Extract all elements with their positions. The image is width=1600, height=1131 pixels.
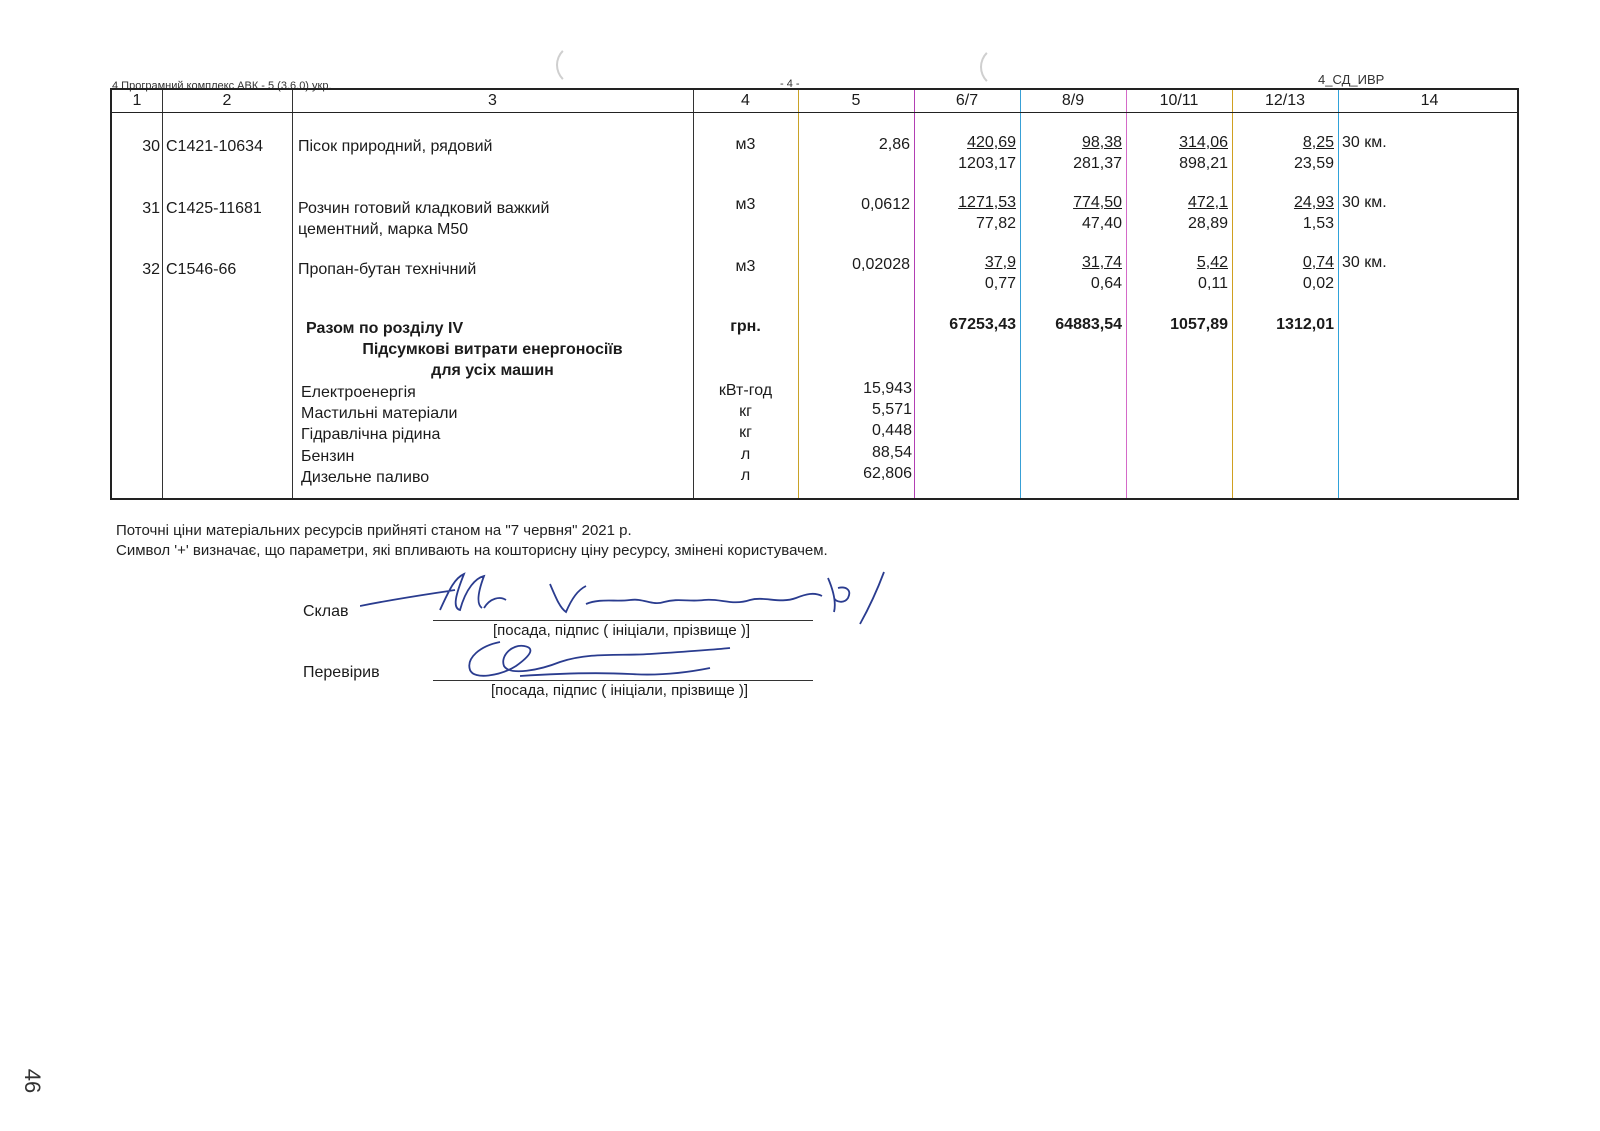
row-32-c89-top: 31,74 — [1081, 254, 1122, 271]
col-number-14: 14 — [1420, 92, 1439, 109]
punch-hole-right — [980, 46, 1022, 88]
section-total-c67: 67253,43 — [949, 316, 1016, 333]
row-31-c89-bottom: 47,40 — [1081, 215, 1122, 232]
row-30-c1213-bottom: 23,59 — [1293, 155, 1334, 172]
row-30-unit: м3 — [735, 136, 756, 153]
section-total-unit: грн. — [730, 318, 761, 335]
row-30-c89-top: 98,38 — [1081, 134, 1122, 151]
checked-by-label: Перевірив — [303, 664, 380, 681]
section-total-label: Разом по розділу IV — [306, 320, 464, 337]
row-30-c1011-bottom: 898,21 — [1179, 155, 1228, 172]
row-30-c1213-top: 8,25 — [1302, 134, 1334, 151]
energy-title-line1: Підсумкові витрати енергоносіїв — [362, 341, 623, 358]
row-31-c89-top: 774,50 — [1073, 194, 1122, 211]
checked-by-hint: [посада, підпис ( ініціали, прізвище )] — [491, 682, 748, 699]
row-31-code: С1425-11681 — [166, 200, 262, 217]
composed-by-label: Склав — [303, 603, 349, 620]
row-32-number: 32 — [142, 261, 160, 278]
row-32-name: Пропан-бутан технічний — [298, 261, 477, 278]
energy-electricity-qty: 15,943 — [863, 380, 912, 397]
composed-signature — [360, 568, 920, 640]
row-31-c67-bottom: 77,82 — [975, 215, 1016, 232]
resource-table — [110, 88, 1519, 500]
punch-hole-left — [556, 44, 598, 86]
document-code: 4_СД_ИВР — [1318, 72, 1385, 87]
handwritten-page-number: 46 — [20, 1068, 46, 1094]
row-30-c1011-top: 314,06 — [1179, 134, 1228, 151]
row-31-qty: 0,0612 — [861, 196, 910, 213]
row-32-code: С1546-66 — [166, 261, 237, 278]
energy-lubricants-unit: кг — [739, 403, 752, 420]
energy-petrol-unit: л — [740, 446, 751, 463]
energy-hydraulic-unit: кг — [739, 424, 752, 441]
row-30-c89-bottom: 281,37 — [1073, 155, 1122, 172]
section-total-c1011: 1057,89 — [1170, 316, 1228, 333]
user-change-note: Символ '+' визначає, що параметри, які впливають на кошторисну ціну ресурсу, змінені користувачем. — [116, 542, 828, 559]
page-number-header: - 4 - — [780, 78, 800, 90]
row-30-qty: 2,86 — [878, 136, 910, 153]
composed-by-hint: [посада, підпис ( ініціали, прізвище )] — [493, 622, 750, 639]
checked-signature — [460, 636, 760, 686]
row-31-c1011-bottom: 28,89 — [1187, 215, 1228, 232]
row-31-c1011-top: 472,1 — [1187, 194, 1228, 211]
energy-diesel-qty: 62,806 — [863, 465, 912, 482]
row-30-code: С1421-10634 — [166, 138, 263, 155]
energy-electricity-name: Електроенергія — [301, 384, 416, 401]
row-30-c67-top: 420,69 — [967, 134, 1016, 151]
section-total-c1213: 1312,01 — [1276, 316, 1334, 333]
energy-petrol-name: Бензин — [301, 448, 355, 465]
col-number-12-13: 12/13 — [1264, 92, 1306, 109]
energy-title-line2: для усіх машин — [431, 362, 554, 379]
energy-diesel-unit: л — [740, 467, 751, 484]
row-30-name: Пісок природний, рядовий — [298, 138, 493, 155]
col-number-2: 2 — [222, 92, 232, 109]
col-number-1: 1 — [132, 92, 142, 109]
row-32-c1011-bottom: 0,11 — [1198, 275, 1228, 292]
col-number-6-7: 6/7 — [955, 92, 979, 109]
energy-hydraulic-qty: 0,448 — [871, 422, 912, 439]
row-30-distance: 30 км. — [1342, 134, 1387, 151]
row-32-c1213-top: 0,74 — [1302, 254, 1334, 271]
col-number-3: 3 — [488, 92, 497, 109]
row-32-distance: 30 км. — [1342, 254, 1387, 271]
energy-electricity-unit: кВт-год — [718, 382, 773, 399]
row-31-name-line2: цементний, марка М50 — [298, 221, 469, 238]
row-31-c67-top: 1271,53 — [958, 194, 1016, 211]
software-header: 4 Програмний комплекс АВК - 5 (3.6.0) укр. — [112, 80, 332, 92]
col-number-10-11: 10/11 — [1159, 92, 1199, 109]
row-31-unit: м3 — [735, 196, 756, 213]
row-32-unit: м3 — [735, 258, 756, 275]
energy-diesel-name: Дизельне паливо — [301, 469, 430, 486]
row-30-number: 30 — [142, 138, 160, 155]
row-30-c67-bottom: 1203,17 — [958, 155, 1016, 172]
row-31-name-line1: Розчин готовий кладковий важкий — [298, 200, 550, 217]
row-32-qty: 0,02028 — [852, 256, 910, 273]
energy-lubricants-qty: 5,571 — [871, 401, 912, 418]
col-number-5: 5 — [851, 92, 861, 109]
energy-lubricants-name: Мастильні матеріали — [301, 405, 458, 422]
row-31-c1213-bottom: 1,53 — [1302, 215, 1334, 232]
row-32-c1213-bottom: 0,02 — [1302, 275, 1334, 292]
col-number-8-9: 8/9 — [1061, 92, 1085, 109]
row-32-c67-top: 37,9 — [984, 254, 1016, 271]
section-total-c89: 64883,54 — [1055, 316, 1122, 333]
price-date-note: Поточні ціни матеріальних ресурсів прийняті станом на "7 червня" 2021 р. — [116, 522, 632, 539]
energy-petrol-qty: 88,54 — [871, 444, 912, 461]
row-31-c1213-top: 24,93 — [1293, 194, 1334, 211]
row-32-c1011-top: 5,42 — [1196, 254, 1228, 271]
row-31-number: 31 — [142, 200, 160, 217]
row-32-c67-bottom: 0,77 — [984, 275, 1016, 292]
row-31-distance: 30 км. — [1342, 194, 1387, 211]
row-32-c89-bottom: 0,64 — [1090, 275, 1122, 292]
col-number-4: 4 — [741, 92, 750, 109]
energy-hydraulic-name: Гідравлічна рідина — [301, 426, 441, 443]
